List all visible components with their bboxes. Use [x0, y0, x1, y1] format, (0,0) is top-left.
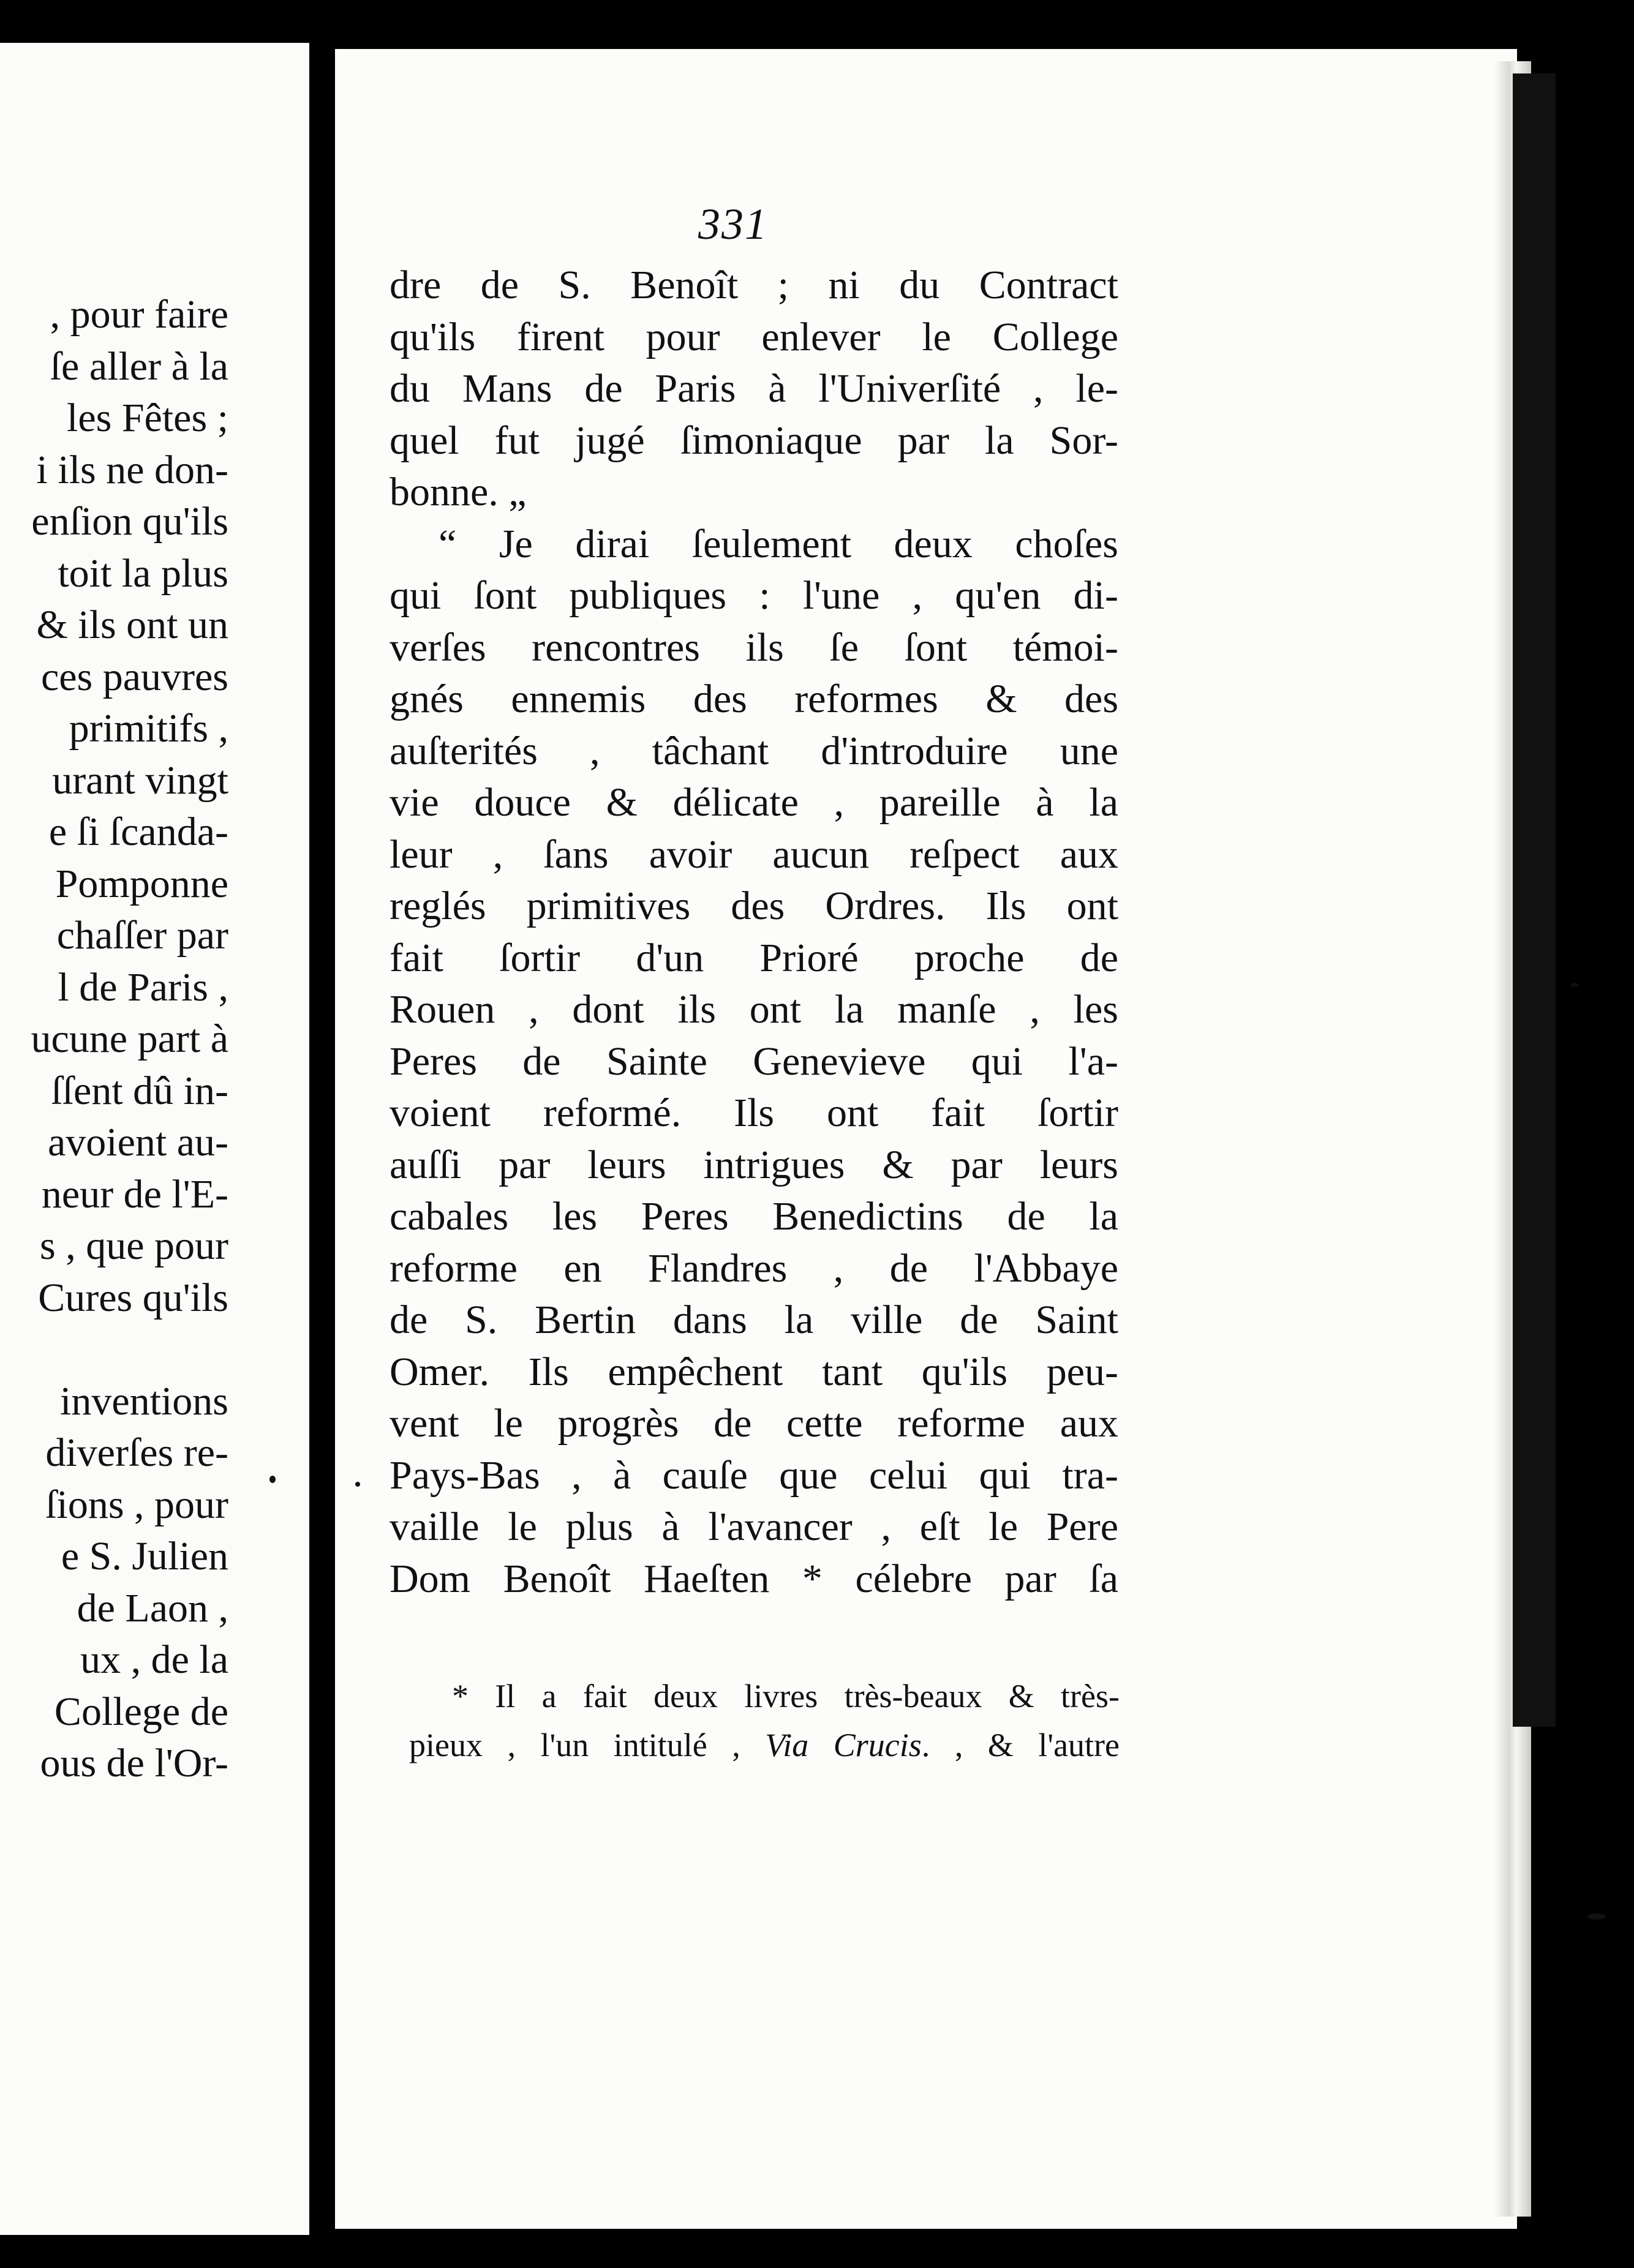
text-line: “ Je dirai ſeulement deux choſes: [439, 521, 1118, 566]
left-line: s , que pour: [40, 1223, 228, 1268]
text-line: gnés ennemis des reformes & des: [390, 677, 1118, 721]
left-line: Cures qu'ils: [38, 1275, 228, 1320]
text-line: Omer. Ils empêchent tant qu'ils peu-: [390, 1349, 1118, 1394]
text-line: Pays-Bas , à cauſe que celui qui tra-: [390, 1452, 1118, 1498]
text-line: du Mans de Paris à l'Univerſité , le-: [390, 366, 1118, 411]
left-line: ſe aller à la: [50, 344, 228, 389]
left-line: ous de l'Or-: [40, 1741, 228, 1785]
left-line: primitifs ,: [69, 706, 228, 751]
text-line: vaille le plus à l'avancer , eſt le Pere: [390, 1504, 1118, 1549]
text-line: qui ſont publiques : l'une , qu'en di-: [390, 573, 1118, 618]
footnote: [409, 1672, 1120, 1770]
text-line: qu'ils firent pour enlever le College: [390, 314, 1118, 359]
text-line: vent le progrès de cette reforme aux: [390, 1401, 1118, 1446]
left-line: inventions: [60, 1378, 228, 1424]
text-line: cabales les Peres Benedictins de la: [390, 1194, 1118, 1239]
text-line: dre de S. Benoît ; ni du Contract: [390, 263, 1118, 307]
left-line: les Fêtes ;: [67, 396, 228, 440]
left-line: toit la plus: [58, 550, 228, 596]
left-line: enſion qu'ils: [31, 499, 228, 544]
text-line: auſſi par leurs intrigues & par leurs: [390, 1142, 1118, 1187]
ink-speck: [1571, 983, 1578, 987]
text-line: reforme en Flandres , de l'Abbaye: [390, 1245, 1118, 1291]
text-line: Rouen , dont ils ont la manſe , les: [390, 987, 1118, 1032]
left-line: e S. Julien: [61, 1534, 228, 1579]
body-text: [390, 260, 1118, 1605]
left-line: ſſent dû in-: [51, 1068, 228, 1113]
footnote-line: * Il a fait deux livres très-beaux & très-: [452, 1678, 1120, 1714]
text-line: auſterités , tâchant d'introduire une: [390, 728, 1118, 773]
text-line: bonne. „: [390, 470, 527, 514]
left-line: de Laon ,: [77, 1585, 228, 1631]
text-line: Dom Benoît Haeſten * célebre par ſa: [390, 1556, 1118, 1601]
left-line: College de: [54, 1689, 228, 1734]
book-edge-shadow: [1513, 73, 1556, 1727]
ink-speck: [1587, 1913, 1606, 1920]
left-line: l de Paris ,: [58, 964, 228, 1010]
left-line: i ils ne don-: [36, 447, 228, 492]
ink-speck: [355, 1482, 360, 1487]
left-line: & ils ont un: [36, 603, 228, 647]
left-line: ces pauvres: [40, 654, 228, 699]
text-line: reglés primitives des Ordres. Ils ont: [390, 884, 1118, 928]
left-line: ux , de la: [80, 1637, 228, 1682]
left-line: ſions , pour: [45, 1482, 228, 1527]
text-line: Peres de Sainte Genevieve qui l'a-: [390, 1038, 1118, 1084]
left-line: [0, 1324, 228, 1376]
left-line: chaſſer par: [56, 913, 228, 958]
text-line: quel fut jugé ſimoniaque par la Sor-: [390, 418, 1118, 463]
text-line: fait ſortir d'un Prioré proche de: [390, 935, 1118, 980]
text-line: voient reformé. Ils ont fait ſortir: [390, 1091, 1118, 1135]
left-line: urant vingt: [52, 757, 228, 803]
page-number: 331: [698, 200, 768, 249]
text-line: vie douce & délicate , pareille à la: [390, 780, 1118, 825]
footnote-title-italic: Via Crucis: [765, 1727, 922, 1763]
footnote-text: pieux , l'un intitulé ,: [409, 1727, 766, 1763]
left-line: neur de l'E-: [41, 1171, 228, 1217]
footnote-text: . , & l'autre: [921, 1727, 1120, 1763]
text-line: verſes rencontres ils ſe ſont témoi-: [390, 625, 1118, 670]
left-line: Pomponne: [55, 861, 228, 906]
left-line: e ſi ſcanda-: [48, 809, 228, 854]
left-line: diverſes re-: [45, 1430, 228, 1475]
text-line: leur , ſans avoir aucun reſpect aux: [390, 832, 1118, 877]
text-line: de S. Bertin dans la ville de Saint: [390, 1297, 1118, 1342]
left-page-text: [0, 289, 228, 1790]
left-line: ucune part à: [31, 1016, 228, 1061]
footnote-line: [409, 1721, 1120, 1770]
left-page: [0, 43, 309, 2235]
ink-speck: [269, 1476, 276, 1483]
left-line: , pour faire: [50, 292, 228, 337]
left-line: avoient au-: [47, 1120, 228, 1165]
